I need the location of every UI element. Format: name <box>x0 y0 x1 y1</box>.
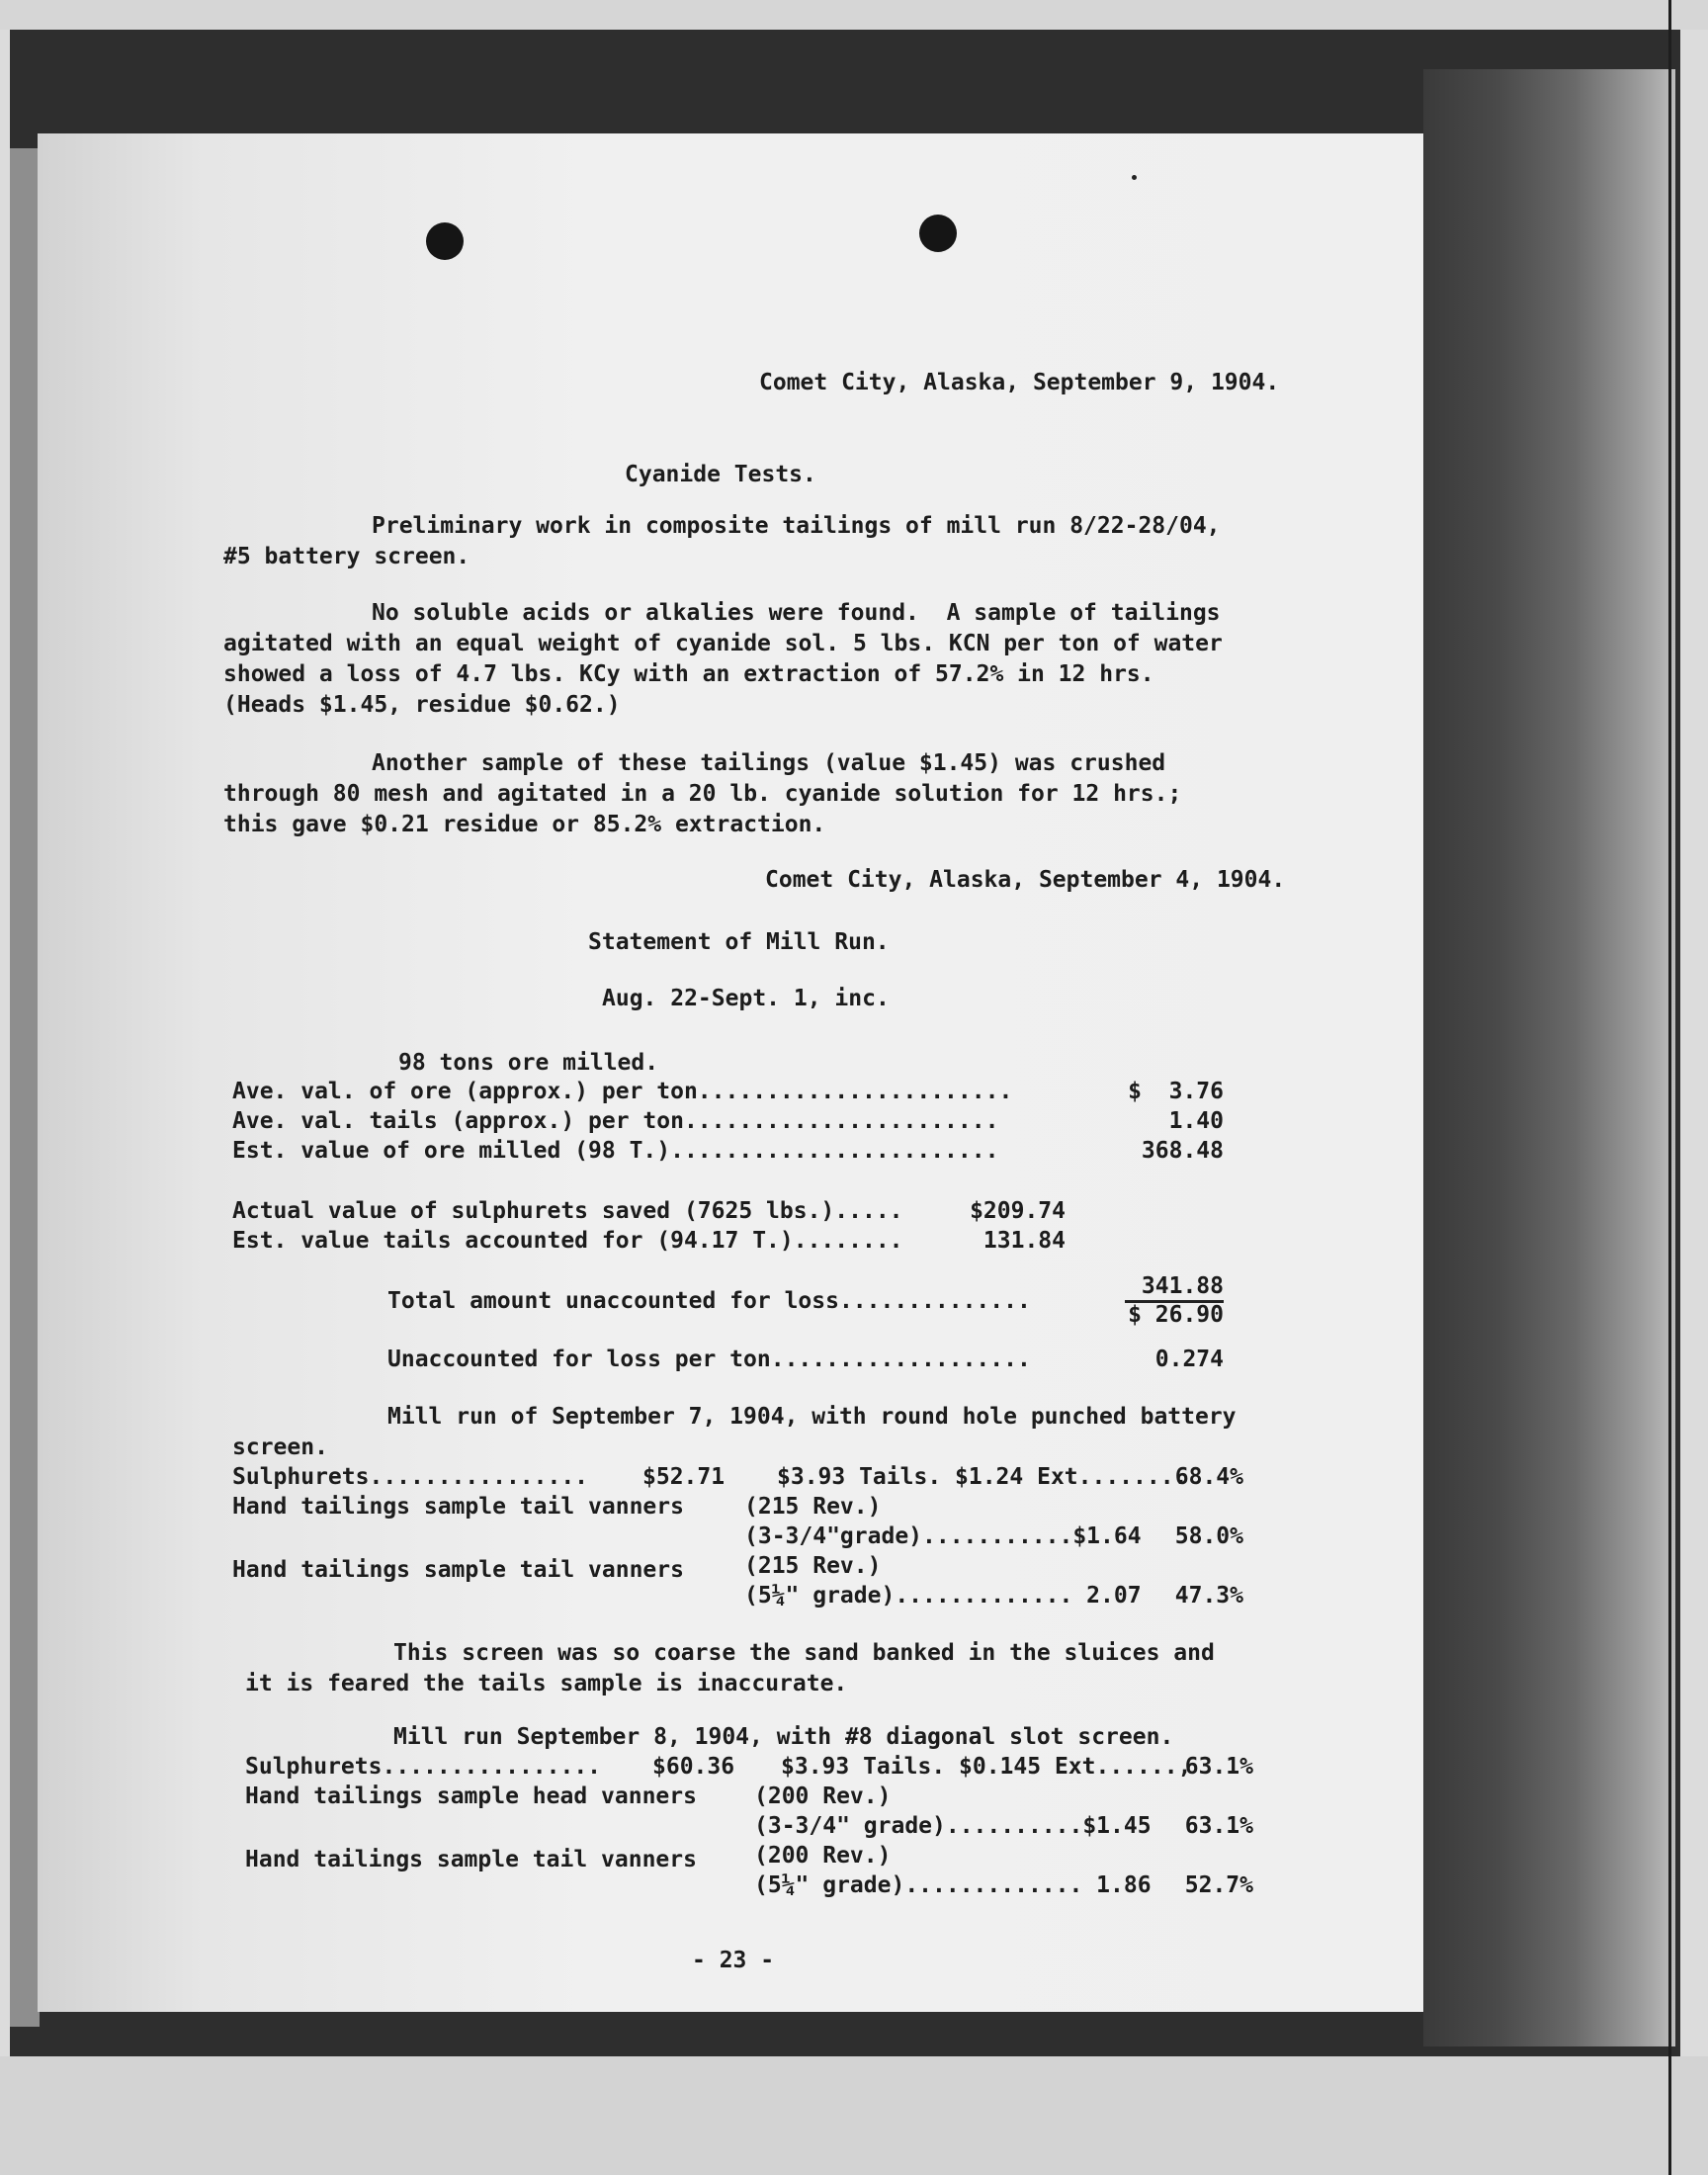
cyanide-p2-line4: (Heads $1.45, residue $0.62.) <box>223 692 621 718</box>
sulphurets-saved-label: Actual value of sulphurets saved (7625 lbs.)..... <box>232 1198 903 1224</box>
sept8-hand2-pct: 52.7% <box>1184 1872 1253 1898</box>
row-ore-value-label: Ave. val. of ore (approx.) per ton....................... <box>232 1079 1013 1104</box>
sept8-hand1-label: Hand tailings sample head vanners <box>245 1784 697 1809</box>
cyanide-p3-line3: this gave $0.21 residue or 85.2% extraction. <box>223 812 826 837</box>
sept8-sulphurets-value: $60.36 <box>652 1754 735 1780</box>
cyanide-p3-line1: Another sample of these tailings (value $1.45) was crushed <box>372 750 1166 776</box>
sept7-sulphurets-pct: 68.4% <box>1174 1464 1243 1490</box>
sept7-hand2-grade: (5¼" grade)............. 2.07 <box>744 1583 1142 1609</box>
scan-frame-left <box>10 148 40 2027</box>
total-loss-amount: $ 26.90 <box>1128 1302 1224 1328</box>
cyanide-p1-line1: Preliminary work in composite tailings of mill run 8/22-28/04, <box>372 513 1221 539</box>
punch-hole-right <box>919 215 957 252</box>
tails-accounted-amount: 131.84 <box>982 1228 1066 1254</box>
cyanide-p3-line2: through 80 mesh and agitated in a 20 lb. cyanide solution for 12 hrs.; <box>223 781 1182 807</box>
sept7-hand2-rev: (215 Rev.) <box>744 1553 882 1579</box>
dateline-1: Comet City, Alaska, September 9, 1904. <box>759 370 1280 395</box>
sept8-hand2-rev: (200 Rev.) <box>754 1843 892 1869</box>
sept7-note-line1: This screen was so coarse the sand banked in the sluices and <box>393 1640 1215 1666</box>
scan-top-margin <box>0 0 1708 30</box>
sept7-hand2-pct: 47.3% <box>1174 1583 1243 1609</box>
speck <box>1132 175 1137 180</box>
sept8-intro: Mill run September 8, 1904, with #8 diagonal slot screen. <box>393 1724 1174 1750</box>
sept7-sulphurets-label: Sulphurets................ <box>232 1464 589 1490</box>
subtotal-amount: 341.88 <box>1125 1272 1224 1303</box>
scan-bottom-margin <box>0 2056 1708 2175</box>
sept8-sulphurets-detail: $3.93 Tails. $0.145 Ext......, <box>781 1754 1192 1780</box>
dateline-2: Comet City, Alaska, September 4, 1904. <box>765 867 1286 893</box>
sept7-note-line2: it is feared the tails sample is inaccurate. <box>245 1671 848 1696</box>
cyanide-p2-line3: showed a loss of 4.7 lbs. KCy with an extraction of 57.2% in 12 hrs. <box>223 661 1154 687</box>
sept8-sulphurets-pct: 63.1% <box>1184 1754 1253 1780</box>
scan-edge-line <box>1668 0 1671 2175</box>
row-tails-value-amount: 1.40 <box>1168 1108 1224 1134</box>
row-ore-value-amount: $ 3.76 <box>1128 1079 1224 1104</box>
sept7-hand1-rev: (215 Rev.) <box>744 1494 882 1520</box>
sept7-hand1-label: Hand tailings sample tail vanners <box>232 1494 684 1520</box>
sept8-hand2-grade: (5¼" grade)............. 1.86 <box>754 1872 1152 1898</box>
sept7-sulphurets-value: $52.71 <box>642 1464 726 1490</box>
total-loss-label: Total amount unaccounted for loss.............. <box>387 1288 1031 1314</box>
row-ore-milled-amount: 368.48 <box>1141 1138 1224 1164</box>
row-ore-milled-label: Est. value of ore milled (98 T.)........................ <box>232 1138 999 1164</box>
sept8-sulphurets-label: Sulphurets................ <box>245 1754 602 1780</box>
loss-per-ton-label: Unaccounted for loss per ton................... <box>387 1347 1031 1372</box>
sept7-hand2-label: Hand tailings sample tail vanners <box>232 1557 684 1583</box>
sept8-hand1-grade: (3-3/4" grade)..........$1.45 <box>754 1813 1152 1839</box>
sulphurets-saved-amount: $209.74 <box>970 1198 1066 1224</box>
sept8-hand1-pct: 63.1% <box>1184 1813 1253 1839</box>
tons-milled: 98 tons ore milled. <box>398 1050 659 1076</box>
sept7-sulphurets-detail: $3.93 Tails. $1.24 Ext........ <box>777 1464 1188 1490</box>
title-cyanide-tests: Cyanide Tests. <box>625 462 816 487</box>
scan-frame-right <box>1423 69 1675 2046</box>
punch-hole-left <box>426 222 464 260</box>
sept7-hand1-grade: (3-3/4"grade)...........$1.64 <box>744 1523 1142 1549</box>
page-number: - 23 - <box>692 1948 775 1973</box>
document-page <box>38 133 1423 2012</box>
cyanide-p2-line2: agitated with an equal weight of cyanide sol. 5 lbs. KCN per ton of water <box>223 631 1223 656</box>
sept7-intro-line1: Mill run of September 7, 1904, with round hole punched battery <box>387 1404 1237 1430</box>
statement-period: Aug. 22-Sept. 1, inc. <box>602 986 890 1011</box>
cyanide-p2-line1: No soluble acids or alkalies were found. A sample of tailings <box>372 600 1221 626</box>
sept7-hand1-pct: 58.0% <box>1174 1523 1243 1549</box>
tails-accounted-label: Est. value tails accounted for (94.17 T.)........ <box>232 1228 903 1254</box>
sept7-intro-line2: screen. <box>232 1435 328 1460</box>
loss-per-ton-amount: 0.274 <box>1154 1347 1224 1372</box>
cyanide-p1-line2: #5 battery screen. <box>223 544 470 569</box>
sept8-hand1-rev: (200 Rev.) <box>754 1784 892 1809</box>
sept8-hand2-label: Hand tailings sample tail vanners <box>245 1847 697 1872</box>
row-tails-value-label: Ave. val. tails (approx.) per ton....................... <box>232 1108 999 1134</box>
title-statement: Statement of Mill Run. <box>588 929 890 955</box>
